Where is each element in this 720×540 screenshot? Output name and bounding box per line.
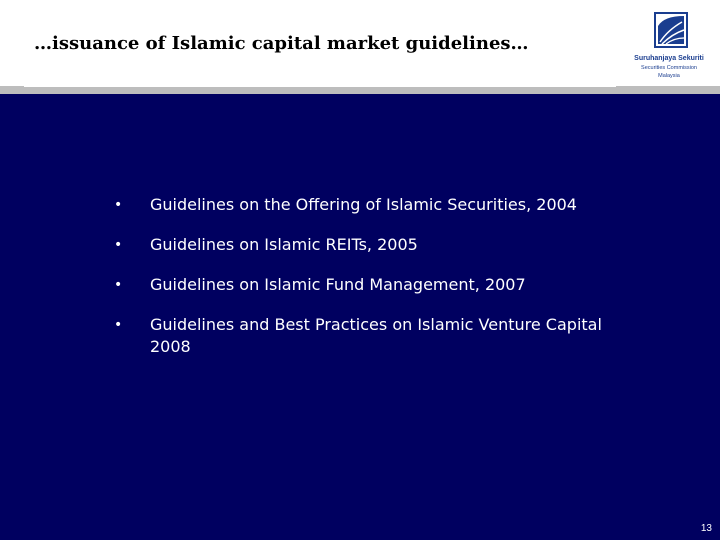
bullet-marker: • (114, 237, 123, 253)
logo-country: Malaysia (658, 73, 680, 79)
list-item-text: Guidelines on the Offering of Islamic Securities, 2004 (150, 195, 577, 214)
slide-title: …issuance of Islamic capital market guidelines… (34, 33, 529, 54)
sc-logo-icon (654, 12, 688, 48)
guidelines-list (110, 194, 630, 376)
logo-name-malay: Suruhanjaya Sekuriti (634, 55, 704, 62)
bullet-marker: • (114, 317, 123, 333)
list-item-text: Guidelines and Best Practices on Islamic Venture Capital 2008 (150, 315, 602, 356)
bullet-marker: • (114, 197, 123, 213)
header-rule (0, 86, 720, 94)
list-item (110, 194, 630, 216)
header-rule-highlight (24, 84, 616, 87)
list-item-text: Guidelines on Islamic Fund Management, 2007 (150, 275, 526, 294)
bullet-marker: • (114, 277, 123, 293)
page-number: 13 (700, 523, 712, 534)
list-item (110, 314, 630, 358)
logo-name-english: Securities Commission (641, 65, 697, 71)
logo (630, 8, 708, 88)
list-item-text: Guidelines on Islamic REITs, 2005 (150, 235, 418, 254)
list-item (110, 234, 630, 256)
slide-header (0, 0, 720, 86)
list-item (110, 274, 630, 296)
